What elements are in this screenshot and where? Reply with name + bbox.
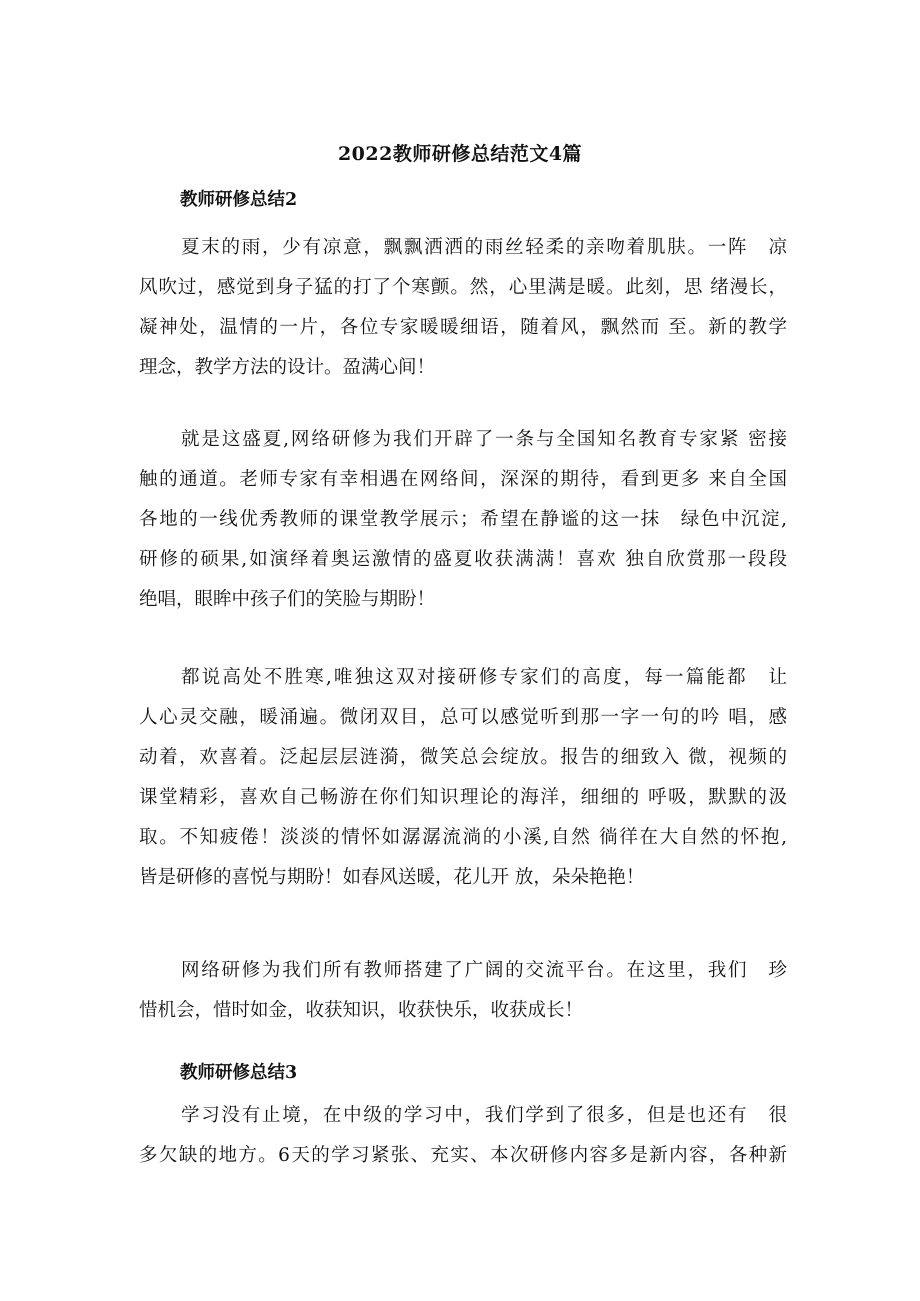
paragraph-platform [139, 951, 787, 1031]
paragraph-high-places [139, 658, 787, 898]
paragraph-summer-rain [139, 228, 787, 388]
paragraph-online-training [139, 420, 787, 620]
paragraph-line: 取。不知疲倦！淡淡的情怀如潺潺流淌的小溪,自然 徜徉在大自然的怀抱, [139, 827, 787, 848]
paragraph-line: 绝唱，眼眸中孩子们的笑脸与期盼！ [139, 589, 436, 610]
paragraph-line: 各地的一线优秀教师的课堂教学展示；希望在静谧的这一抹 绿色中沉淀, [139, 509, 787, 530]
paragraph-line: 研修的硕果,如演绎着奥运激情的盛夏收获满满！喜欢 独自欣赏那一段段 [139, 549, 787, 570]
paragraph-line: 触的通道。老师专家有幸相遇在网络间，深深的期待，看到更多 来自全国 [139, 469, 787, 490]
section-heading-2: 教师研修总结2 [180, 190, 298, 210]
paragraph-line: 皆是研修的喜悦与期盼！如春风送暖，花儿开 放，朵朵艳艳！ [139, 867, 645, 888]
paragraph-line: 人心灵交融，暖涌遍。微闭双目，总可以感觉听到那一字一句的吟 唱，感 [139, 707, 787, 728]
paragraph-line: 网络研修为我们所有教师搭建了广阔的交流平台。在这里，我们 珍 [181, 960, 787, 981]
paragraph-line: 动着，欢喜着。泛起层层涟漪，微笑总会绽放。报告的细致入 微，视频的 [139, 747, 787, 768]
paragraph-no-limit-learning [139, 1096, 787, 1176]
paragraph-line: 多欠缺的地方。6天的学习紧张、充实、本次研修内容多是新内容，各种新 [139, 1145, 787, 1166]
document-title: 2022教师研修总结范文4篇 [337, 143, 583, 165]
paragraph-line: 理念，教学方法的设计。盈满心间！ [139, 357, 436, 378]
paragraph-line: 就是这盛夏,网络研修为我们开辟了一条与全国知名教育专家紧 密接 [181, 429, 787, 450]
paragraph-line: 惜机会，惜时如金，收获知识，收获快乐，收获成长！ [139, 1000, 584, 1021]
paragraph-line: 都说高处不胜寒,唯独这双对接研修专家们的高度，每一篇能都 让 [181, 667, 787, 688]
paragraph-line: 课堂精彩，喜欢自己畅游在你们知识理论的海洋，细细的 呼吸，默默的汲 [139, 787, 787, 808]
paragraph-line: 风吹过，感觉到身子猛的打了个寒颤。然，心里满是暖。此刻，思 绪漫长， [139, 277, 787, 298]
paragraph-line: 凝神处，温情的一片，各位专家暖暖细语，随着风，飘然而 至。新的教学 [139, 317, 787, 338]
paragraph-line: 夏末的雨，少有凉意，飘飘洒洒的雨丝轻柔的亲吻着肌肤。一阵 凉 [181, 237, 787, 258]
paragraph-line: 学习没有止境，在中级的学习中，我们学到了很多，但是也还有 很 [181, 1105, 787, 1126]
section-heading-3: 教师研修总结3 [180, 1063, 298, 1083]
